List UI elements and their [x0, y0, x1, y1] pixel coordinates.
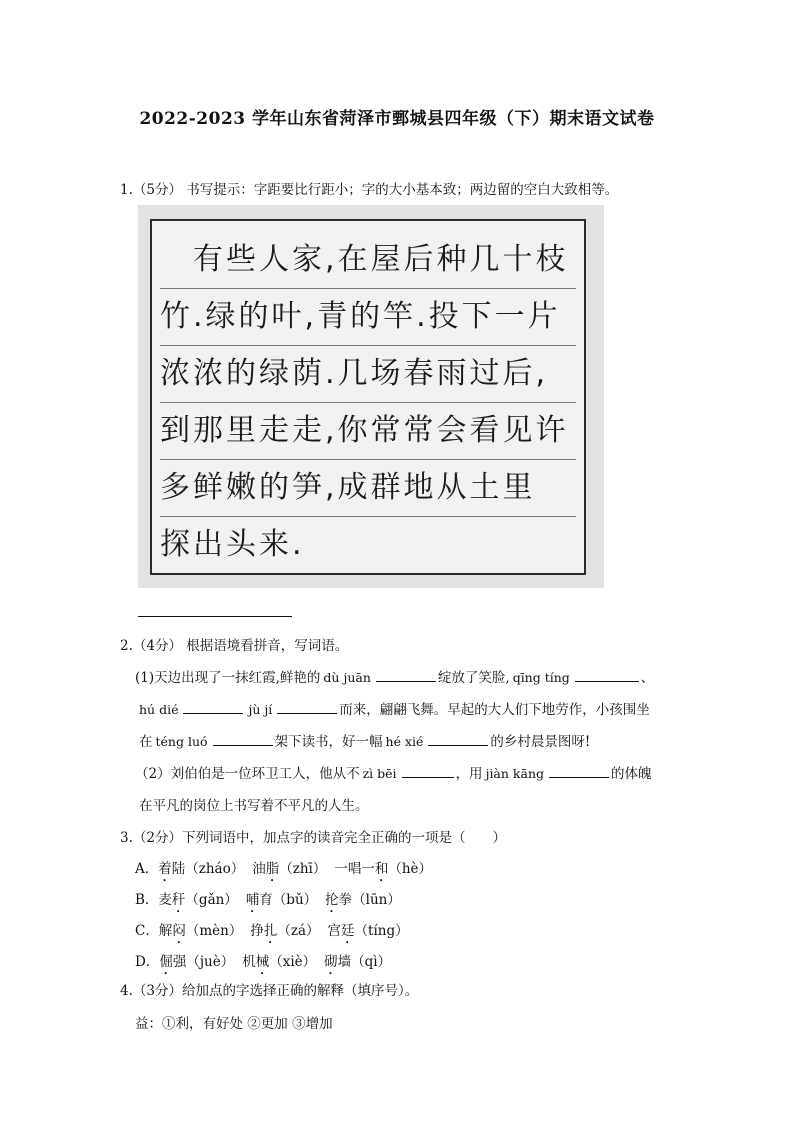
handwriting-line: 竹.绿的叶,青的竿.投下一片	[160, 288, 576, 346]
q2-line	[135, 666, 715, 686]
handwriting-frame	[150, 219, 586, 575]
handwriting-line: 有些人家,在屋后种几十枝	[160, 231, 576, 289]
q4-prompt: 4.（3分）给加点的字选择正确的解释（填序号）。	[120, 983, 419, 999]
option-letter: C．	[135, 923, 159, 939]
option-word: 抡拳（lūn）	[325, 892, 401, 908]
option-word: 倔强（juè）	[159, 954, 235, 970]
dotted-char: 脂	[265, 861, 280, 877]
answer-blank[interactable]	[183, 712, 243, 714]
handwriting-line: 浓浓的绿荫.几场春雨过后,	[160, 345, 576, 403]
option-word: 挣扎（zá）	[250, 923, 320, 939]
option-word: 油脂（zhī）	[252, 861, 327, 877]
q3-option[interactable]	[135, 888, 715, 916]
answer-blank[interactable]	[213, 744, 273, 746]
dotted-char: 闷	[172, 923, 186, 939]
pinyin: jù jí	[248, 702, 273, 717]
dotted-char: 倔	[159, 954, 173, 970]
option-word: 砌墙（qì）	[324, 954, 392, 970]
answer-blank[interactable]	[402, 776, 454, 778]
handwriting-line: 探出头来.	[160, 527, 305, 562]
answer-blank[interactable]	[277, 712, 337, 714]
handwriting-line: 到那里走走,你常常会看见许	[160, 402, 576, 460]
q2-text: (1)天边出现了一抹红霞,鲜艳的	[135, 670, 321, 686]
pinyin: hú dié	[139, 702, 179, 717]
q3-option[interactable]	[135, 919, 715, 947]
dotted-char: 哺	[245, 892, 260, 908]
q2-text: 的乡村晨景图呀!	[490, 734, 591, 750]
q2-prompt: 2.（4分） 根据语境看拼音，写词语。	[120, 638, 349, 654]
handwriting-line: 多鲜嫩的笋,成群地从土里	[160, 459, 576, 517]
dotted-char: 廷	[341, 923, 355, 939]
option-letter: A．	[135, 861, 159, 877]
q4-definitions: 益：①利，有好处 ②更加 ③增加	[135, 1016, 333, 1032]
option-word: 着陆（zháo）	[158, 861, 245, 877]
page-title: 2022-2023 学年山东省菏泽市鄄城县四年级（下）期末语文试卷	[139, 109, 655, 129]
q2-text: 、	[640, 670, 655, 686]
option-word: 麦秆（gǎn）	[158, 892, 238, 908]
pinyin: hé xié	[385, 734, 424, 749]
q3-option[interactable]	[135, 950, 715, 978]
dotted-char: 和	[374, 861, 389, 877]
option-word: 哺育（bǔ）	[245, 892, 318, 908]
pinyin: qīng tíng	[512, 670, 570, 685]
pinyin: téng luó	[155, 734, 208, 749]
option-word: 一唱一和（hè）	[334, 861, 433, 877]
q2-line	[139, 730, 719, 750]
dotted-char: 着	[158, 861, 172, 877]
pinyin: jiàn kāng	[485, 766, 544, 781]
q2-text: 绽放了笑脸,	[437, 670, 510, 686]
q2-text: 架下读书，好一幅	[274, 734, 383, 750]
q2-line	[135, 762, 715, 782]
q2-text: 的体魄	[611, 766, 652, 782]
option-word: 解闷（mèn）	[158, 923, 243, 939]
handwriting-sample	[138, 205, 604, 588]
dotted-char: 扎	[263, 923, 278, 939]
q3-prompt: 3.（2分）下列词语中，加点字的读音完全正确的一项是（ ）	[120, 830, 506, 846]
q2-line: 在平凡的岗位上书写着不平凡的人生。	[139, 798, 369, 814]
q2-line	[139, 698, 719, 718]
pinyin: zì bēi	[362, 766, 397, 781]
q2-text: ，用	[455, 766, 483, 782]
q1-answer-line[interactable]	[138, 616, 292, 617]
dotted-char: 秆	[171, 892, 186, 908]
pinyin: dù juān	[323, 670, 371, 685]
option-letter: D．	[135, 954, 160, 970]
q2-text: 在	[139, 734, 153, 750]
answer-blank[interactable]	[575, 680, 639, 682]
answer-blank[interactable]	[549, 776, 609, 778]
q3-option[interactable]	[135, 857, 715, 885]
q1-prompt: 1.（5分） 书写提示：字距要比行距小；字的大小基本致；两边留的空白大致相等。	[120, 182, 619, 198]
q2-text: 而来，翩翩飞舞。早起的大人们下地劳作，小孩围坐	[339, 702, 650, 718]
dotted-char: 砌	[324, 954, 338, 970]
q2-text: （2）刘伯伯是一位环卫工人，他从不	[135, 766, 360, 782]
dotted-char: 械	[255, 954, 270, 970]
option-letter: B．	[135, 892, 159, 908]
dotted-char: 抡	[325, 892, 339, 908]
option-word: 机械（xiè）	[242, 954, 317, 970]
option-word: 宫廷（tíng）	[327, 923, 409, 939]
answer-blank[interactable]	[376, 680, 436, 682]
answer-blank[interactable]	[428, 744, 488, 746]
